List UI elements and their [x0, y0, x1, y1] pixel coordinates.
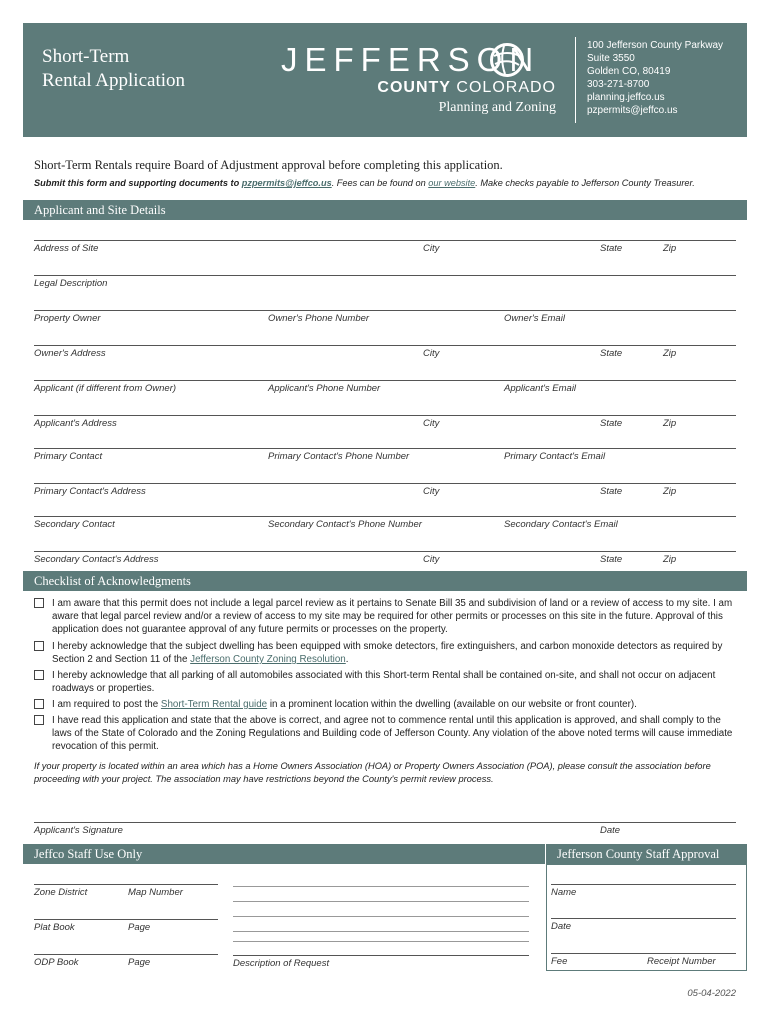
logo-county-colorado	[377, 78, 556, 98]
primary-contact-field[interactable]	[34, 448, 736, 449]
address-line: Suite 3550	[587, 53, 635, 64]
checkbox[interactable]	[34, 670, 44, 680]
signature-date-label: Date	[600, 825, 621, 836]
description-line[interactable]	[233, 941, 529, 942]
plat-book-field[interactable]	[34, 919, 218, 920]
state-label: State	[600, 418, 623, 429]
primary-email-label: Primary Contact's Email	[504, 451, 606, 462]
secondary-email-label: Secondary Contact's Email	[504, 519, 618, 530]
zip-label: Zip	[663, 486, 677, 497]
description-line[interactable]	[233, 901, 529, 902]
title-line-2: Rental Application	[42, 70, 186, 91]
map-number-label: Map Number	[128, 887, 183, 898]
approval-notice: Short-Term Rentals require Board of Adjustment approval before completing this application.	[34, 158, 503, 172]
section-staff-approval-header: Jefferson County Staff Approval	[546, 844, 747, 864]
globe-logo-icon	[490, 43, 524, 77]
checklist-text-part: I hereby acknowledge that the subject dwelling has been equipped with smoke detectors, fire extinguishers, and carbon monoxide detectors as required by Section 2 and Section 11 of the	[52, 641, 723, 665]
page-label: Page	[128, 922, 151, 933]
owner-email-label: Owner's Email	[504, 313, 565, 324]
section-staff-use-header: Jeffco Staff Use Only	[23, 844, 545, 864]
checklist-text-part: .	[345, 654, 349, 665]
checklist-item	[34, 640, 734, 666]
fee-field[interactable]	[551, 953, 736, 954]
odp-book-label: ODP Book	[34, 957, 79, 968]
checklist-text-part: in a prominent location within the dwelling (available on our website or front counter).	[267, 699, 637, 710]
checkbox[interactable]	[34, 699, 44, 709]
address-of-site-label: Address of Site	[34, 243, 99, 254]
approval-date-field[interactable]	[551, 918, 736, 919]
logo-wordmark: JEFFERSON	[281, 41, 541, 78]
applicant-email-label: Applicant's Email	[504, 383, 577, 394]
hoa-note: If your property is located within an area which has a Home Owners Association (HOA) or Property Owners Association (POA), please consult the association before proceeding with your project. The association may have restrictions beyond the County's permit review process.	[34, 761, 711, 784]
address-of-site-field[interactable]	[34, 240, 736, 241]
fees-text: . Fees can be found on	[331, 178, 429, 188]
logo-colorado: COLORADO	[456, 79, 556, 96]
secondary-contact-field[interactable]	[34, 516, 736, 517]
checkbox[interactable]	[34, 715, 44, 725]
checklist-text: I am aware that this permit does not include a legal parcel review as it pertains to Senate Bill 35 and subdivision of land or a review of access to my site. I am aware that legal parcel review and/or a review of access to my site may be required for other permits or processes on this site in the future. Approval of this application does not guarantee approval of any future permits or processes on the property.	[52, 598, 733, 635]
state-label: State	[600, 486, 623, 497]
zip-label: Zip	[663, 243, 677, 254]
header-banner	[23, 23, 747, 137]
logo-county: COUNTY	[377, 79, 451, 96]
checkbox[interactable]	[34, 598, 44, 608]
website-link[interactable]: planning.jeffco.us	[587, 92, 665, 103]
primary-contact-label: Primary Contact	[34, 451, 103, 462]
city-label: City	[423, 348, 440, 359]
legal-description-label: Legal Description	[34, 278, 108, 289]
zip-label: Zip	[663, 418, 677, 429]
secondary-phone-label: Secondary Contact's Phone Number	[268, 519, 422, 530]
property-owner-label: Property Owner	[34, 313, 101, 324]
fee-label: Fee	[551, 956, 568, 967]
description-line[interactable]	[233, 955, 529, 956]
primary-address-label: Primary Contact's Address	[34, 486, 146, 497]
checklist-item	[34, 714, 734, 753]
zip-label: Zip	[663, 554, 677, 565]
approval-name-field[interactable]	[551, 884, 736, 885]
zip-label: Zip	[663, 348, 677, 359]
checklist-item	[34, 597, 734, 636]
checks-text: . Make checks payable to Jefferson County Treasurer.	[475, 178, 695, 188]
state-label: State	[600, 348, 623, 359]
primary-address-field[interactable]	[34, 483, 736, 484]
approval-date-label: Date	[551, 921, 572, 932]
email-link[interactable]: pzpermits@jeffco.us	[587, 105, 678, 116]
city-label: City	[423, 486, 440, 497]
address-line: Golden CO, 80419	[587, 66, 671, 77]
applicant-field[interactable]	[34, 380, 736, 381]
approval-name-label: Name	[551, 887, 577, 898]
revision-date: 05-04-2022	[687, 988, 736, 999]
header-divider	[575, 37, 576, 123]
submit-instructions	[34, 178, 695, 188]
applicant-address-field[interactable]	[34, 415, 736, 416]
secondary-address-field[interactable]	[34, 551, 736, 552]
city-label: City	[423, 243, 440, 254]
zoning-resolution-link[interactable]: Jefferson County Zoning Resolution	[190, 654, 346, 665]
checklist-text	[52, 640, 734, 666]
phone-number: 303-271-8700	[587, 79, 650, 90]
secondary-contact-label: Secondary Contact	[34, 519, 115, 530]
applicant-phone-label: Applicant's Phone Number	[268, 383, 381, 394]
address-line: 100 Jefferson County Parkway	[587, 40, 724, 51]
checklist-text	[52, 698, 734, 711]
submit-email-link[interactable]: pzpermits@jeffco.us	[241, 178, 332, 188]
page-label: Page	[128, 957, 151, 968]
receipt-number-label: Receipt Number	[647, 956, 716, 967]
state-label: State	[600, 243, 623, 254]
owner-phone-label: Owner's Phone Number	[268, 313, 370, 324]
plat-book-label: Plat Book	[34, 922, 75, 933]
legal-description-field[interactable]	[34, 275, 736, 276]
city-label: City	[423, 418, 440, 429]
checklist-item	[34, 698, 734, 711]
submit-text: Submit this form and supporting documents to	[34, 178, 242, 188]
checkbox[interactable]	[34, 641, 44, 651]
signature-field[interactable]	[34, 822, 736, 823]
description-line[interactable]	[233, 916, 529, 917]
description-label: Description of Request	[233, 958, 330, 969]
applicant-address-label: Applicant's Address	[34, 418, 117, 429]
form-title	[42, 45, 185, 93]
checklist-item	[34, 669, 734, 695]
title-line-1: Short-Term	[42, 46, 130, 67]
state-label: State	[600, 554, 623, 565]
odp-book-field[interactable]	[34, 954, 218, 955]
description-line[interactable]	[233, 886, 529, 887]
section-applicant-header: Applicant and Site Details	[23, 200, 747, 220]
owner-address-label: Owner's Address	[34, 348, 106, 359]
zone-district-field[interactable]	[34, 884, 218, 885]
signature-label: Applicant's Signature	[34, 825, 123, 836]
logo-department: Planning and Zoning	[438, 100, 556, 115]
primary-phone-label: Primary Contact's Phone Number	[268, 451, 410, 462]
checklist-text-part: I am required to post the	[52, 699, 161, 710]
website-link[interactable]: our website	[428, 178, 476, 188]
zone-district-label: Zone District	[34, 887, 88, 898]
description-line[interactable]	[233, 931, 529, 932]
checklist-text: I have read this application and state that the above is correct, and agree not to commence rental until this application is approved, and shall comply to the laws of the State of Colorado and the Zoning Regulations and Building code of Jefferson County. Any violation of the above noted terms will cause immediate revocation of this permit.	[52, 715, 733, 752]
contact-address	[587, 39, 723, 117]
applicant-label: Applicant (if different from Owner)	[34, 383, 177, 394]
property-owner-field[interactable]	[34, 310, 736, 311]
checklist-text: I hereby acknowledge that all parking of all automobiles associated with this Short-term Rental shall be contained on-site, and shall not occur on adjacent roadways or properties.	[52, 670, 716, 694]
section-checklist-header: Checklist of Acknowledgments	[23, 571, 747, 591]
city-label: City	[423, 554, 440, 565]
str-guide-link[interactable]: Short-Term Rental guide	[160, 699, 268, 710]
owner-address-field[interactable]	[34, 345, 736, 346]
secondary-address-label: Secondary Contact's Address	[34, 554, 159, 565]
